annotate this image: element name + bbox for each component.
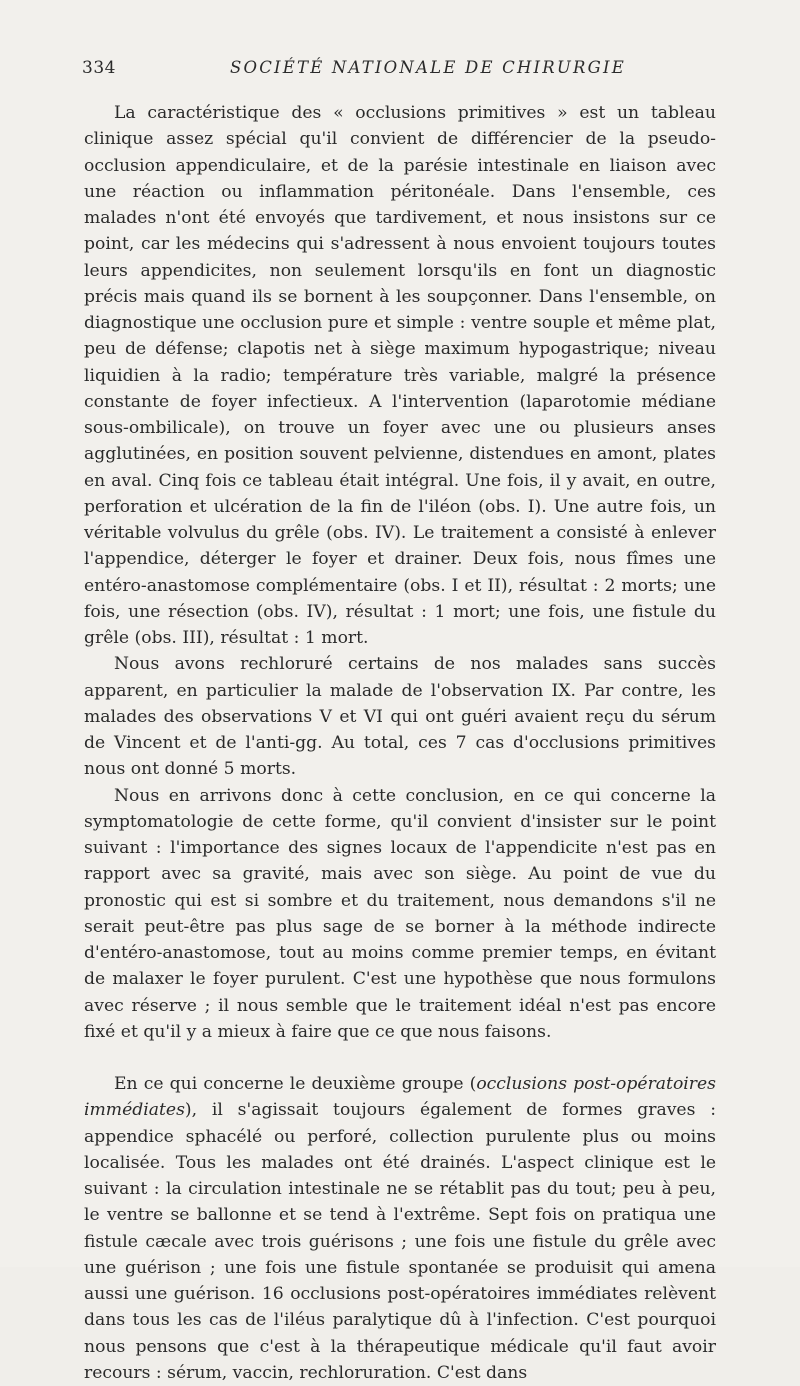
page-number: 334 (82, 58, 116, 78)
body-text (84, 100, 716, 1386)
second-group-rest: ), il s'agissait toujours également de formes graves : appendice sphacélé ou perforé, collection purulente plus ou moins localisée. Tous les malades ont été drainés. L'aspect clinique est le suivant : la circulation intestinale ne se rétablit pas du tout; peu à peu, le ventre se ballonne et se tend à l'extrême. Sept fois on pratiqua une fistule cæcale avec trois guérisons ; une fois une fistule du grêle avec une guérison ; une fois une fistule spontanée se produisit qui amena aussi une guérison. 16 occlusions post-opératoires immédiates relèvent dans tous les cas de l'iléus paralytique dû à l'infection. C'est pourquoi nous pensons que c'est à la thérapeutique médicale qu'il faut avoir recours : sérum, vaccin, rechloruration. C'est dans (84, 1100, 716, 1383)
second-group-lead: En ce qui concerne le deuxième groupe ( (114, 1074, 477, 1094)
page-header (82, 58, 722, 82)
paragraph-conclusion: Nous en arrivons donc à cette conclusion, en ce qui concerne la symptomatologie de cette forme, qu'il convient d'insister sur le point suivant : l'importance des signes locaux de l'appendicite n'est pas en rapport avec sa gravité, mais avec son siège. Au point de vue du pronostic qui est si sombre et du traitement, nous demandons s'il ne serait peut-être pas plus sage de se borner à la méthode indirecte d'entéro-anastomose, tout au moins comme premier temps, en évitant de malaxer le foyer purulent. C'est une hypothèse que nous formulons avec réserve ; il nous semble que le traitement idéal n'est pas encore fixé et qu'il y a mieux à faire que ce que nous faisons. (84, 785, 716, 1042)
second-group-italic-term: occlusions post-opératoires immédiates (84, 1074, 716, 1121)
paragraph-rechloruration: Nous avons rechloruré certains de nos malades sans succès apparent, en particulier la malade de l'observation IX. Par contre, les malades des observations V et VI qui ont guéri avaient reçu du sérum de Vincent et de l'anti-gg. Au total, ces 7 cas d'occlusions primitives nous ont donné 5 morts. (84, 654, 716, 780)
running-title: SOCIÉTÉ NATIONALE DE CHIRURGIE (230, 58, 626, 77)
paragraph-occlusions-primitives: La caractéristique des « occlusions primitives » est un tableau clinique assez spécial qu'il convient de différencier de la pseudo-occlusion appendiculaire, et de la parésie intestinale en liaison avec une réaction ou inflammation péritonéale. Dans l'ensemble, ces malades n'ont été envoyés que tardivement, et nous insistons sur ce point, car les médecins qui s'adressent à nous envoient toujours toutes leurs appendicites, non seulement lorsqu'ils en font un diagnostic précis mais quand ils se bornent à les soupçonner. Dans l'ensemble, on diagnostique une occlusion pure et simple : ventre souple et même plat, peu de défense; clapotis net à siège maximum hypogastrique; niveau liquidien à la radio; température très variable, malgré la présence constante de foyer infectieux. A l'intervention (laparotomie médiane sous-ombilicale), on trouve un foyer avec une ou plusieurs anses agglutinées, en position souvent pelvienne, distendues en amont, plates en aval. Cinq fois ce tableau était intégral. Une fois, il y avait, en outre, perforation et ulcération de la fin de l'iléon (obs. I). Une autre fois, un véritable volvulus du grêle (obs. IV). Le traitement a consisté à enlever l'appendice, déterger le foyer et drainer. Deux fois, nous fîmes une entéro-anastomose complémentaire (obs. I et II), résultat : 2 morts; une fois, une résection (obs. IV), résultat : 1 mort; une fois, une fistule du grêle (obs. III), résultat : 1 mort. (84, 103, 716, 648)
paragraph-second-group (84, 1071, 716, 1386)
